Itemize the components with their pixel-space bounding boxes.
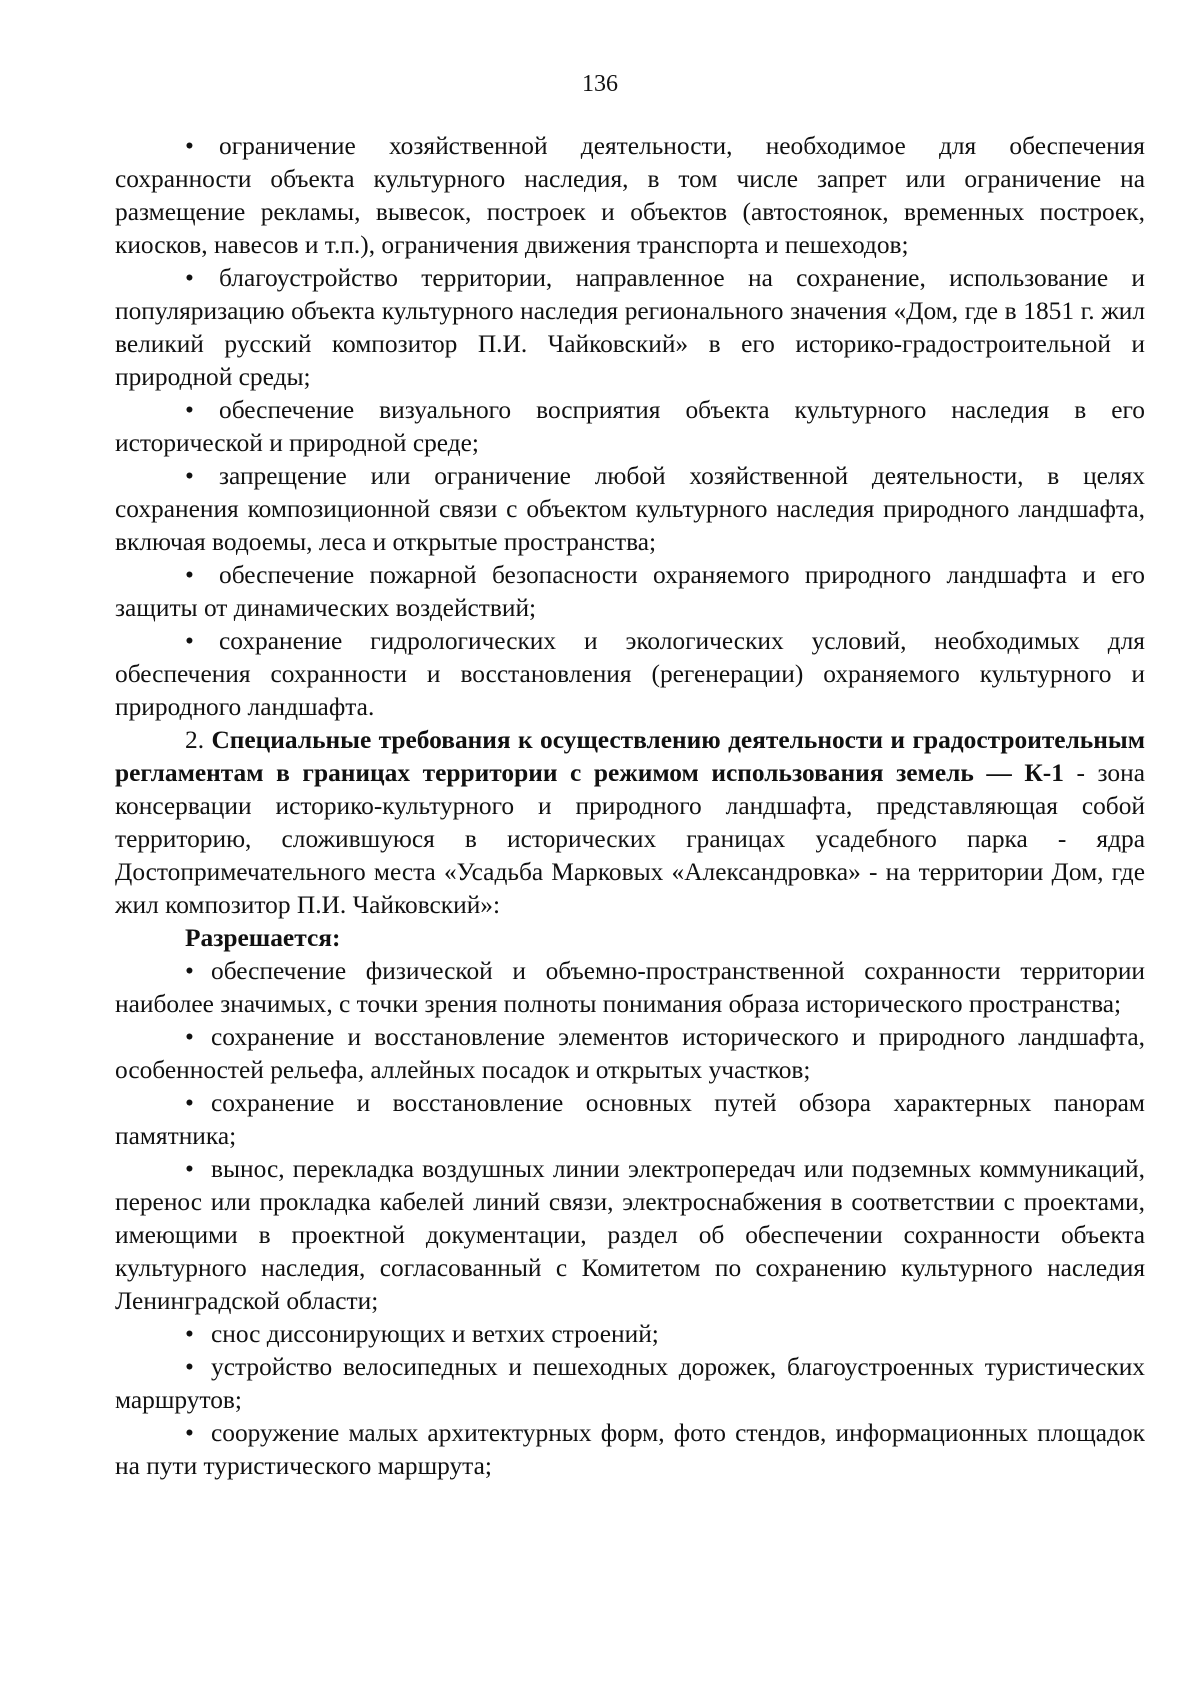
list-item-text: сооружение малых архитектурных форм, фото стендов, информационных площадок на пути туристического маршрута; (115, 1419, 1145, 1480)
allowed-heading: Разрешается: (185, 924, 341, 952)
bullet-icon: • (185, 1353, 194, 1381)
list-item (115, 1351, 1145, 1417)
list-item (115, 130, 1145, 262)
bullet-icon: • (185, 1320, 194, 1348)
list-item-text: вынос, перекладка воздушных линии электропередач или подземных коммуникаций, перенос или прокладка кабелей линий связи, электроснабжения в соответствии с проектами, имеющими в проектной документации, раздел об обеспечении сохранности объекта культурного наследия, согласованный с Комитетом по сохранению культурного наследия Ленинградской области; (115, 1155, 1145, 1315)
list-item (115, 1087, 1145, 1153)
list-item-text: сохранение и восстановление элементов исторического и природного ландшафта, особенностей рельефа, аллейных посадок и открытых участков; (115, 1023, 1145, 1084)
bullet-icon: • (185, 627, 194, 655)
bullet-icon: • (185, 1023, 194, 1051)
bullet-icon: • (185, 396, 194, 424)
list-item-text: ограничение хозяйственной деятельности, необходимое для обеспечения сохранности объекта культурного наследия, в том числе запрет или ограничение на размещение рекламы, вывесок, построек и объектов (автостоянок, временных построек, киосков, навесов и т.п.), ограничения движения транспорта и пешеходов; (115, 132, 1145, 259)
list-item (115, 262, 1145, 394)
bullet-icon: • (185, 264, 194, 292)
list-item (115, 955, 1145, 1021)
list-item-text: обеспечение физической и объемно-пространственной сохранности территории наиболее значимых, с точки зрения полноты понимания образа исторического пространства; (115, 957, 1145, 1018)
list-item (115, 1021, 1145, 1087)
list-item (115, 394, 1145, 460)
list-item (115, 1153, 1145, 1318)
section-text: - зона консервации историко-культурного и природного ландшафта, представляющая собой территорию, сложившуюся в исторических границах усадебного парка - ядра Достопримечательного места «Усадьба Марковых «Александровка» - на территории Дом, где жил композитор П.И. Чайковский»: (115, 759, 1145, 919)
bullet-icon: • (185, 462, 194, 490)
list-item-text: снос диссонирующих и ветхих строений; (211, 1320, 659, 1348)
list-item-text: обеспечение визуального восприятия объекта культурного наследия в его исторической и природной среде; (115, 396, 1145, 457)
list-item-text: сохранение и восстановление основных путей обзора характерных панорам памятника; (115, 1089, 1145, 1150)
list-item (115, 559, 1145, 625)
bullet-icon: • (185, 957, 194, 985)
section-number: 2. (185, 726, 205, 754)
section-2-paragraph (115, 724, 1145, 922)
list-item-text: устройство велосипедных и пешеходных дорожек, благоустроенных туристических маршрутов; (115, 1353, 1145, 1414)
list-item (115, 460, 1145, 559)
list-item-text: сохранение гидрологических и экологических условий, необходимых для обеспечения сохранности и восстановления (регенерации) охраняемого культурного и природного ландшафта. (115, 627, 1145, 721)
list-item-text: благоустройство территории, направленное на сохранение, использование и популяризацию объекта культурного наследия регионального значения «Дом, где в 1851 г. жил великий русский композитор П.И. Чайковский» в его историко-градостроительной и природной среды; (115, 264, 1145, 391)
bullet-icon: • (185, 561, 194, 589)
section-heading: Специальные требования к осуществлению деятельности и градостроительным регламентам в границах территории с режимом использования земель — К-1 (115, 726, 1145, 787)
list-item-text: обеспечение пожарной безопасности охраняемого природного ландшафта и его защиты от динамических воздействий; (115, 561, 1145, 622)
document-body (115, 130, 1145, 1483)
list-item (115, 1318, 1145, 1351)
bullet-icon: • (185, 1419, 194, 1447)
list-item (115, 625, 1145, 724)
page-number: 136 (582, 71, 618, 97)
bullet-icon: • (185, 1089, 194, 1117)
list-item (115, 1417, 1145, 1483)
list-item-text: запрещение или ограничение любой хозяйственной деятельности, в целях сохранения композиционной связи с объектом культурного наследия природного ландшафта, включая водоемы, леса и открытые пространства; (115, 462, 1145, 556)
bullet-icon: • (185, 1155, 194, 1183)
bullet-icon: • (185, 132, 194, 160)
